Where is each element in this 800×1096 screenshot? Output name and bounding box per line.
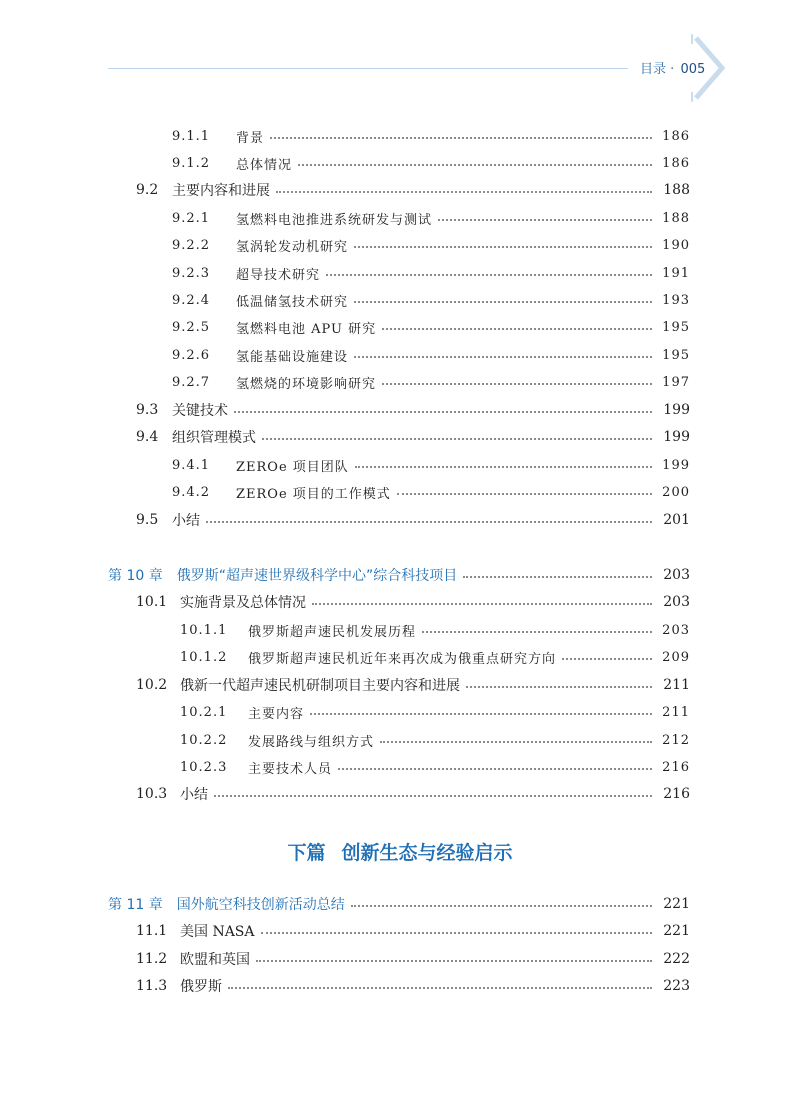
section-number: 9.2.4: [172, 292, 211, 308]
header-bullet-icon: ·: [670, 62, 675, 77]
leader-dots: [326, 274, 652, 276]
section-number: 10.2: [136, 677, 168, 693]
toc-entry[interactable]: [0, 398, 800, 422]
page-number: 193: [662, 292, 690, 308]
chapter-title: 国外航空科技创新活动总结: [176, 897, 345, 913]
toc-entry[interactable]: [0, 673, 800, 697]
section-number: 9.2.6: [172, 347, 211, 363]
toc-entry[interactable]: [0, 645, 800, 669]
chapter-number: 第 11 章: [108, 897, 163, 913]
page-number: 188: [663, 182, 690, 198]
page-number: 203: [663, 567, 690, 583]
toc-entry[interactable]: [0, 206, 800, 230]
section-title: 实施背景及总体情况: [180, 595, 306, 611]
leader-dots: [380, 741, 652, 743]
chevron-decoration-icon: [688, 32, 728, 104]
section-title: 主要内容: [248, 706, 305, 722]
chapter-entry[interactable]: [0, 563, 800, 587]
toc-entry[interactable]: [0, 947, 800, 971]
header-label: 目录: [640, 62, 667, 77]
page-number: 221: [663, 923, 690, 939]
leader-dots: [354, 246, 652, 248]
toc-entry[interactable]: [0, 919, 800, 943]
page-number: 209: [662, 649, 690, 665]
section-title: 主要技术人员: [248, 761, 333, 777]
section-title: 氢燃料电池 APU 研究: [236, 321, 377, 337]
section-title: 组织管理模式: [172, 430, 256, 446]
section-number: 9.2.5: [172, 319, 211, 335]
leader-dots: [466, 686, 652, 688]
page-number: 221: [663, 896, 690, 912]
leader-dots: [382, 328, 652, 330]
header-rule: [108, 68, 628, 69]
page-number: 216: [662, 759, 690, 775]
toc-entry[interactable]: [0, 151, 800, 175]
section-title: 氢能基础设施建设: [236, 349, 349, 365]
page-number: 197: [662, 374, 690, 390]
leader-dots: [351, 905, 652, 907]
header-page-number: 005: [680, 62, 706, 77]
leader-dots: [310, 713, 652, 715]
toc-entry[interactable]: [0, 618, 800, 642]
section-title: 美国 NASA: [180, 924, 255, 940]
section-number: 11.1: [136, 923, 168, 939]
section-number: 9.2.3: [172, 265, 211, 281]
page-number: 190: [662, 237, 690, 253]
page-number: 200: [662, 484, 690, 500]
leader-dots: [214, 795, 652, 797]
toc-entry[interactable]: [0, 974, 800, 998]
toc-entry[interactable]: [0, 590, 800, 614]
toc-entry[interactable]: [0, 288, 800, 312]
page-number: 186: [662, 155, 690, 171]
page-number: 223: [663, 978, 690, 994]
section-number: 9.2: [136, 182, 159, 198]
toc-entry[interactable]: [0, 480, 800, 504]
section-number: 10.1.1: [180, 622, 228, 638]
leader-dots: [298, 164, 652, 166]
section-number: 10.3: [136, 786, 168, 802]
leader-dots: [382, 383, 652, 385]
page-number: 199: [663, 429, 690, 445]
leader-dots: [262, 438, 652, 440]
page-number: 211: [662, 704, 690, 720]
section-number: 9.4: [136, 429, 159, 445]
section-title: 氢涡轮发动机研究: [236, 239, 349, 255]
toc-entry[interactable]: [0, 370, 800, 394]
leader-dots: [463, 576, 652, 578]
section-title: 总体情况: [236, 157, 293, 173]
leader-dots: [354, 356, 652, 358]
leader-dots: [276, 191, 652, 193]
leader-dots: [261, 932, 652, 934]
page-number: 222: [663, 951, 690, 967]
section-title: 背景: [236, 130, 265, 146]
page-number: 203: [662, 622, 690, 638]
leader-dots: [312, 603, 652, 605]
page-number: 195: [662, 319, 690, 335]
toc-entry[interactable]: [0, 178, 800, 202]
section-number: 11.3: [136, 978, 168, 994]
section-number: 10.1.2: [180, 649, 228, 665]
section-title: ZEROe 项目团队: [236, 459, 349, 475]
page-number: 199: [662, 457, 690, 473]
section-title: 主要内容和进展: [172, 183, 270, 199]
leader-dots: [256, 960, 652, 962]
part-title: 创新生态与经验启示: [341, 842, 513, 864]
leader-dots: [397, 493, 652, 495]
section-title: 氢燃料电池推进系统研发与测试: [236, 212, 433, 228]
section-title: 小结: [172, 513, 200, 529]
section-title: 俄罗斯超声速民机发展历程: [248, 624, 417, 640]
chapter-entry[interactable]: [0, 892, 800, 916]
page-number: 201: [663, 512, 690, 528]
toc-entry[interactable]: [0, 261, 800, 285]
part-heading: [0, 838, 800, 865]
section-title: 俄新一代超声速民机研制项目主要内容和进展: [180, 678, 460, 694]
toc-entry[interactable]: [0, 755, 800, 779]
section-title: 欧盟和英国: [180, 952, 250, 968]
page-number: 186: [662, 128, 690, 144]
section-number: 9.4.2: [172, 484, 211, 500]
leader-dots: [355, 466, 652, 468]
leader-dots: [234, 411, 652, 413]
section-number: 9.3: [136, 402, 159, 418]
part-label: 下篇: [287, 842, 326, 864]
page-number: 203: [663, 594, 690, 610]
page-number: 216: [663, 786, 690, 802]
toc-entry[interactable]: [0, 233, 800, 257]
section-number: 10.2.1: [180, 704, 228, 720]
leader-dots: [562, 658, 652, 660]
toc-entry[interactable]: [0, 315, 800, 339]
page-number: 188: [662, 210, 690, 226]
page-number: 195: [662, 347, 690, 363]
toc-entry[interactable]: [0, 700, 800, 724]
section-title: 超导技术研究: [236, 267, 321, 283]
section-title: 关键技术: [172, 403, 228, 419]
section-title: 氢燃烧的环境影响研究: [236, 376, 377, 392]
page-number: 199: [663, 402, 690, 418]
section-number: 9.1.1: [172, 128, 211, 144]
toc-entry[interactable]: [0, 453, 800, 477]
section-title: 俄罗斯: [180, 979, 222, 995]
leader-dots: [338, 768, 652, 770]
section-title: 小结: [180, 787, 208, 803]
section-number: 9.4.1: [172, 457, 211, 473]
section-number: 10.1: [136, 594, 168, 610]
section-title: ZEROe 项目的工作模式: [236, 486, 391, 502]
section-number: 9.1.2: [172, 155, 211, 171]
toc-entry[interactable]: [0, 343, 800, 367]
page-number: 191: [662, 265, 690, 281]
section-title: 低温储氢技术研究: [236, 294, 349, 310]
toc-entry[interactable]: [0, 728, 800, 752]
section-number: 9.2.1: [172, 210, 211, 226]
leader-dots: [228, 987, 652, 989]
section-title: 发展路线与组织方式: [248, 734, 375, 750]
toc-entry[interactable]: [0, 124, 800, 148]
section-number: 11.2: [136, 951, 168, 967]
section-number: 10.2.3: [180, 759, 228, 775]
section-number: 9.5: [136, 512, 159, 528]
page-number: 211: [663, 677, 690, 693]
toc-entry[interactable]: [0, 782, 800, 806]
section-title: 俄罗斯超声速民机近年来再次成为俄重点研究方向: [248, 651, 557, 667]
section-number: 9.2.7: [172, 374, 211, 390]
chapter-number: 第 10 章: [108, 568, 163, 584]
leader-dots: [270, 137, 652, 139]
section-number: 10.2.2: [180, 732, 228, 748]
leader-dots: [438, 219, 652, 221]
page-number: 212: [662, 732, 690, 748]
leader-dots: [206, 521, 652, 523]
toc-entry[interactable]: [0, 425, 800, 449]
section-number: 9.2.2: [172, 237, 211, 253]
leader-dots: [422, 631, 652, 633]
toc-entry[interactable]: [0, 508, 800, 532]
chapter-title: 俄罗斯“超声速世界级科学中心”综合科技项目: [176, 568, 458, 584]
leader-dots: [354, 301, 652, 303]
